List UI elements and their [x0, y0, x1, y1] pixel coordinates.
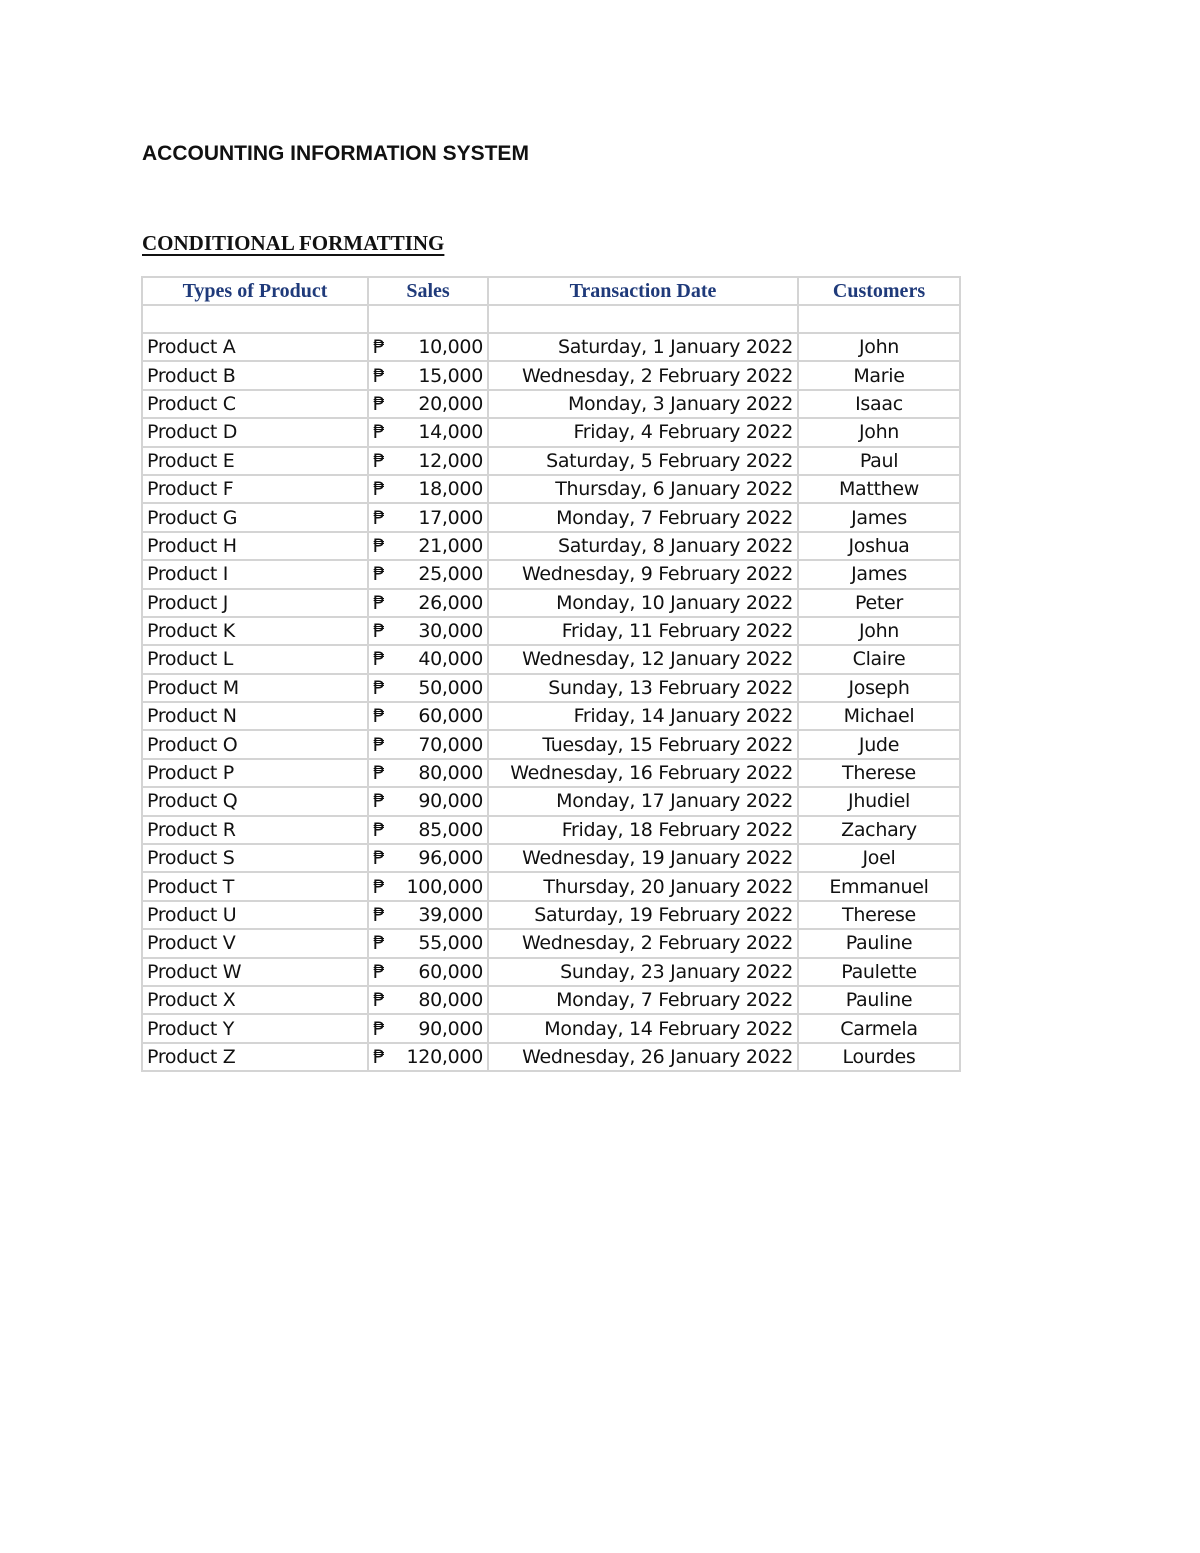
table-row [142, 929, 960, 957]
currency-symbol: ₱ [373, 563, 385, 586]
sales-cell [368, 929, 488, 957]
sales-cell [368, 503, 488, 531]
customer-cell: Isaac [798, 390, 960, 418]
sales-amount: 15,000 [418, 364, 483, 387]
customer-cell: John [798, 418, 960, 446]
currency-symbol: ₱ [373, 875, 385, 898]
currency-symbol: ₱ [373, 989, 385, 1012]
sales-cell [368, 447, 488, 475]
product-cell: Product A [142, 333, 368, 361]
sales-amount: 55,000 [418, 932, 483, 955]
table-body [142, 305, 960, 1071]
sales-cell [368, 532, 488, 560]
sales-amount: 39,000 [418, 904, 483, 926]
currency-symbol: ₱ [373, 591, 385, 614]
table-row [142, 816, 960, 844]
product-cell: Product E [142, 447, 368, 475]
table-row [142, 617, 960, 645]
transaction-date-cell: Saturday, 5 February 2022 [488, 447, 798, 475]
transaction-date-cell: Saturday, 19 February 2022 [488, 901, 798, 929]
transaction-date-cell: Tuesday, 15 February 2022 [488, 730, 798, 758]
sales-amount: 120,000 [406, 1045, 483, 1068]
customer-cell: Michael [798, 702, 960, 730]
table-row [142, 702, 960, 730]
sales-cell [368, 958, 488, 986]
currency-symbol: ₱ [373, 676, 385, 699]
table-row [142, 503, 960, 531]
transaction-date-cell: Wednesday, 9 February 2022 [488, 560, 798, 588]
table-row [142, 560, 960, 588]
sales-cell [368, 645, 488, 673]
sales-amount: 85,000 [418, 818, 483, 841]
transaction-date-cell: Friday, 14 January 2022 [488, 702, 798, 730]
sales-cell [368, 560, 488, 588]
currency-symbol: ₱ [373, 421, 385, 444]
product-cell: Product W [142, 958, 368, 986]
sales-amount: 25,000 [418, 563, 483, 586]
customer-cell: James [798, 503, 960, 531]
blank-cell [142, 305, 368, 333]
product-cell: Product J [142, 589, 368, 617]
sales-cell [368, 986, 488, 1014]
transaction-date-cell: Friday, 18 February 2022 [488, 816, 798, 844]
product-cell: Product T [142, 872, 368, 900]
sales-cell [368, 361, 488, 389]
currency-symbol: ₱ [373, 449, 385, 472]
header-transaction-date: Transaction Date [488, 277, 798, 305]
sales-amount: 96,000 [418, 847, 483, 870]
table-row [142, 901, 960, 929]
currency-symbol: ₱ [373, 1017, 385, 1040]
table-row [142, 447, 960, 475]
currency-symbol: ₱ [373, 1045, 385, 1068]
product-cell: Product P [142, 759, 368, 787]
transaction-date-cell: Friday, 11 February 2022 [488, 617, 798, 645]
transaction-date-cell: Monday, 10 January 2022 [488, 589, 798, 617]
sales-cell [368, 787, 488, 815]
sales-amount: 70,000 [418, 733, 483, 756]
product-cell: Product R [142, 816, 368, 844]
table-row [142, 958, 960, 986]
sales-amount: 100,000 [406, 875, 483, 898]
customer-cell: Joshua [798, 532, 960, 560]
header-sales: Sales [368, 277, 488, 305]
currency-symbol: ₱ [373, 818, 385, 841]
product-cell: Product N [142, 702, 368, 730]
transaction-date-cell: Wednesday, 12 January 2022 [488, 645, 798, 673]
sales-cell [368, 901, 488, 929]
product-cell: Product V [142, 929, 368, 957]
table-row [142, 1043, 960, 1071]
header-customers: Customers [798, 277, 960, 305]
product-cell: Product D [142, 418, 368, 446]
sales-cell [368, 702, 488, 730]
currency-symbol: ₱ [373, 790, 385, 813]
product-cell: Product B [142, 361, 368, 389]
currency-symbol: ₱ [373, 478, 385, 501]
currency-symbol: ₱ [373, 336, 385, 359]
table-row [142, 361, 960, 389]
blank-row [142, 305, 960, 333]
customer-cell: John [798, 617, 960, 645]
transaction-date-cell: Wednesday, 26 January 2022 [488, 1043, 798, 1071]
transaction-date-cell: Monday, 3 January 2022 [488, 390, 798, 418]
sales-cell [368, 1043, 488, 1071]
transaction-date-cell: Thursday, 6 January 2022 [488, 475, 798, 503]
currency-symbol: ₱ [373, 705, 385, 728]
table-row [142, 759, 960, 787]
customer-cell: Pauline [798, 929, 960, 957]
transaction-date-cell: Monday, 14 February 2022 [488, 1014, 798, 1042]
table-row [142, 333, 960, 361]
customer-cell: Therese [798, 759, 960, 787]
section-title: CONDITIONAL FORMATTING [142, 231, 445, 255]
customer-cell: Joel [798, 844, 960, 872]
table-row [142, 475, 960, 503]
customer-cell: Peter [798, 589, 960, 617]
transaction-date-cell: Monday, 17 January 2022 [488, 787, 798, 815]
table-row [142, 986, 960, 1014]
sales-cell [368, 589, 488, 617]
sales-amount: 30,000 [418, 620, 483, 643]
sales-amount: 14,000 [418, 421, 483, 444]
sales-cell [368, 1014, 488, 1042]
transaction-date-cell: Sunday, 13 February 2022 [488, 674, 798, 702]
product-cell: Product Y [142, 1014, 368, 1042]
customer-cell: Lourdes [798, 1043, 960, 1071]
table-row [142, 872, 960, 900]
customer-cell: Paul [798, 447, 960, 475]
product-cell: Product Q [142, 787, 368, 815]
transaction-date-cell: Monday, 7 February 2022 [488, 503, 798, 531]
sales-cell [368, 390, 488, 418]
blank-cell [488, 305, 798, 333]
sales-amount: 90,000 [418, 1017, 483, 1040]
currency-symbol: ₱ [373, 733, 385, 756]
table-row [142, 787, 960, 815]
currency-symbol: ₱ [373, 932, 385, 955]
sales-cell [368, 816, 488, 844]
table-row [142, 844, 960, 872]
document-title: ACCOUNTING INFORMATION SYSTEM [142, 142, 529, 165]
currency-symbol: ₱ [373, 648, 385, 671]
product-cell: Product X [142, 986, 368, 1014]
sales-cell [368, 674, 488, 702]
currency-symbol: ₱ [373, 620, 385, 643]
currency-symbol: ₱ [373, 904, 385, 926]
sales-amount: 20,000 [418, 392, 483, 415]
sales-amount: 21,000 [418, 534, 483, 557]
blank-cell [798, 305, 960, 333]
sales-cell [368, 759, 488, 787]
sales-amount: 80,000 [418, 989, 483, 1012]
sales-cell [368, 617, 488, 645]
currency-symbol: ₱ [373, 364, 385, 387]
sales-table [141, 276, 961, 1072]
transaction-date-cell: Saturday, 8 January 2022 [488, 532, 798, 560]
customer-cell: James [798, 560, 960, 588]
customer-cell: Zachary [798, 816, 960, 844]
table-row [142, 1014, 960, 1042]
customer-cell: Emmanuel [798, 872, 960, 900]
sales-amount: 60,000 [418, 705, 483, 728]
table-row [142, 730, 960, 758]
blank-cell [368, 305, 488, 333]
currency-symbol: ₱ [373, 534, 385, 557]
sales-amount: 26,000 [418, 591, 483, 614]
sales-amount: 40,000 [418, 648, 483, 671]
product-cell: Product S [142, 844, 368, 872]
transaction-date-cell: Wednesday, 19 January 2022 [488, 844, 798, 872]
table-row [142, 532, 960, 560]
transaction-date-cell: Friday, 4 February 2022 [488, 418, 798, 446]
product-cell: Product U [142, 901, 368, 929]
customer-cell: Paulette [798, 958, 960, 986]
customer-cell: Jhudiel [798, 787, 960, 815]
product-cell: Product G [142, 503, 368, 531]
sales-amount: 12,000 [418, 449, 483, 472]
customer-cell: Marie [798, 361, 960, 389]
transaction-date-cell: Saturday, 1 January 2022 [488, 333, 798, 361]
table-row [142, 645, 960, 673]
product-cell: Product M [142, 674, 368, 702]
transaction-date-cell: Wednesday, 2 February 2022 [488, 929, 798, 957]
transaction-date-cell: Thursday, 20 January 2022 [488, 872, 798, 900]
sales-amount: 80,000 [418, 762, 483, 785]
sales-amount: 50,000 [418, 676, 483, 699]
currency-symbol: ₱ [373, 506, 385, 529]
transaction-date-cell: Monday, 7 February 2022 [488, 986, 798, 1014]
table-row [142, 674, 960, 702]
currency-symbol: ₱ [373, 392, 385, 415]
product-cell: Product L [142, 645, 368, 673]
table-header-row [142, 277, 960, 305]
customer-cell: Therese [798, 901, 960, 929]
sales-amount: 60,000 [418, 960, 483, 983]
transaction-date-cell: Wednesday, 2 February 2022 [488, 361, 798, 389]
sales-cell [368, 844, 488, 872]
table-row [142, 589, 960, 617]
sales-amount: 10,000 [418, 336, 483, 359]
product-cell: Product C [142, 390, 368, 418]
sales-cell [368, 475, 488, 503]
customer-cell: John [798, 333, 960, 361]
customer-cell: Carmela [798, 1014, 960, 1042]
table-row [142, 418, 960, 446]
customer-cell: Matthew [798, 475, 960, 503]
product-cell: Product F [142, 475, 368, 503]
product-cell: Product I [142, 560, 368, 588]
product-cell: Product H [142, 532, 368, 560]
currency-symbol: ₱ [373, 762, 385, 785]
sales-cell [368, 418, 488, 446]
customer-cell: Jude [798, 730, 960, 758]
customer-cell: Claire [798, 645, 960, 673]
sales-cell [368, 872, 488, 900]
transaction-date-cell: Sunday, 23 January 2022 [488, 958, 798, 986]
product-cell: Product O [142, 730, 368, 758]
header-types-of-product: Types of Product [142, 277, 368, 305]
currency-symbol: ₱ [373, 847, 385, 870]
customer-cell: Pauline [798, 986, 960, 1014]
customer-cell: Joseph [798, 674, 960, 702]
product-cell: Product Z [142, 1043, 368, 1071]
sales-amount: 18,000 [418, 478, 483, 501]
sales-cell [368, 730, 488, 758]
product-cell: Product K [142, 617, 368, 645]
sales-amount: 17,000 [418, 506, 483, 529]
sales-cell [368, 333, 488, 361]
table-row [142, 390, 960, 418]
transaction-date-cell: Wednesday, 16 February 2022 [488, 759, 798, 787]
sales-amount: 90,000 [418, 790, 483, 813]
currency-symbol: ₱ [373, 960, 385, 983]
